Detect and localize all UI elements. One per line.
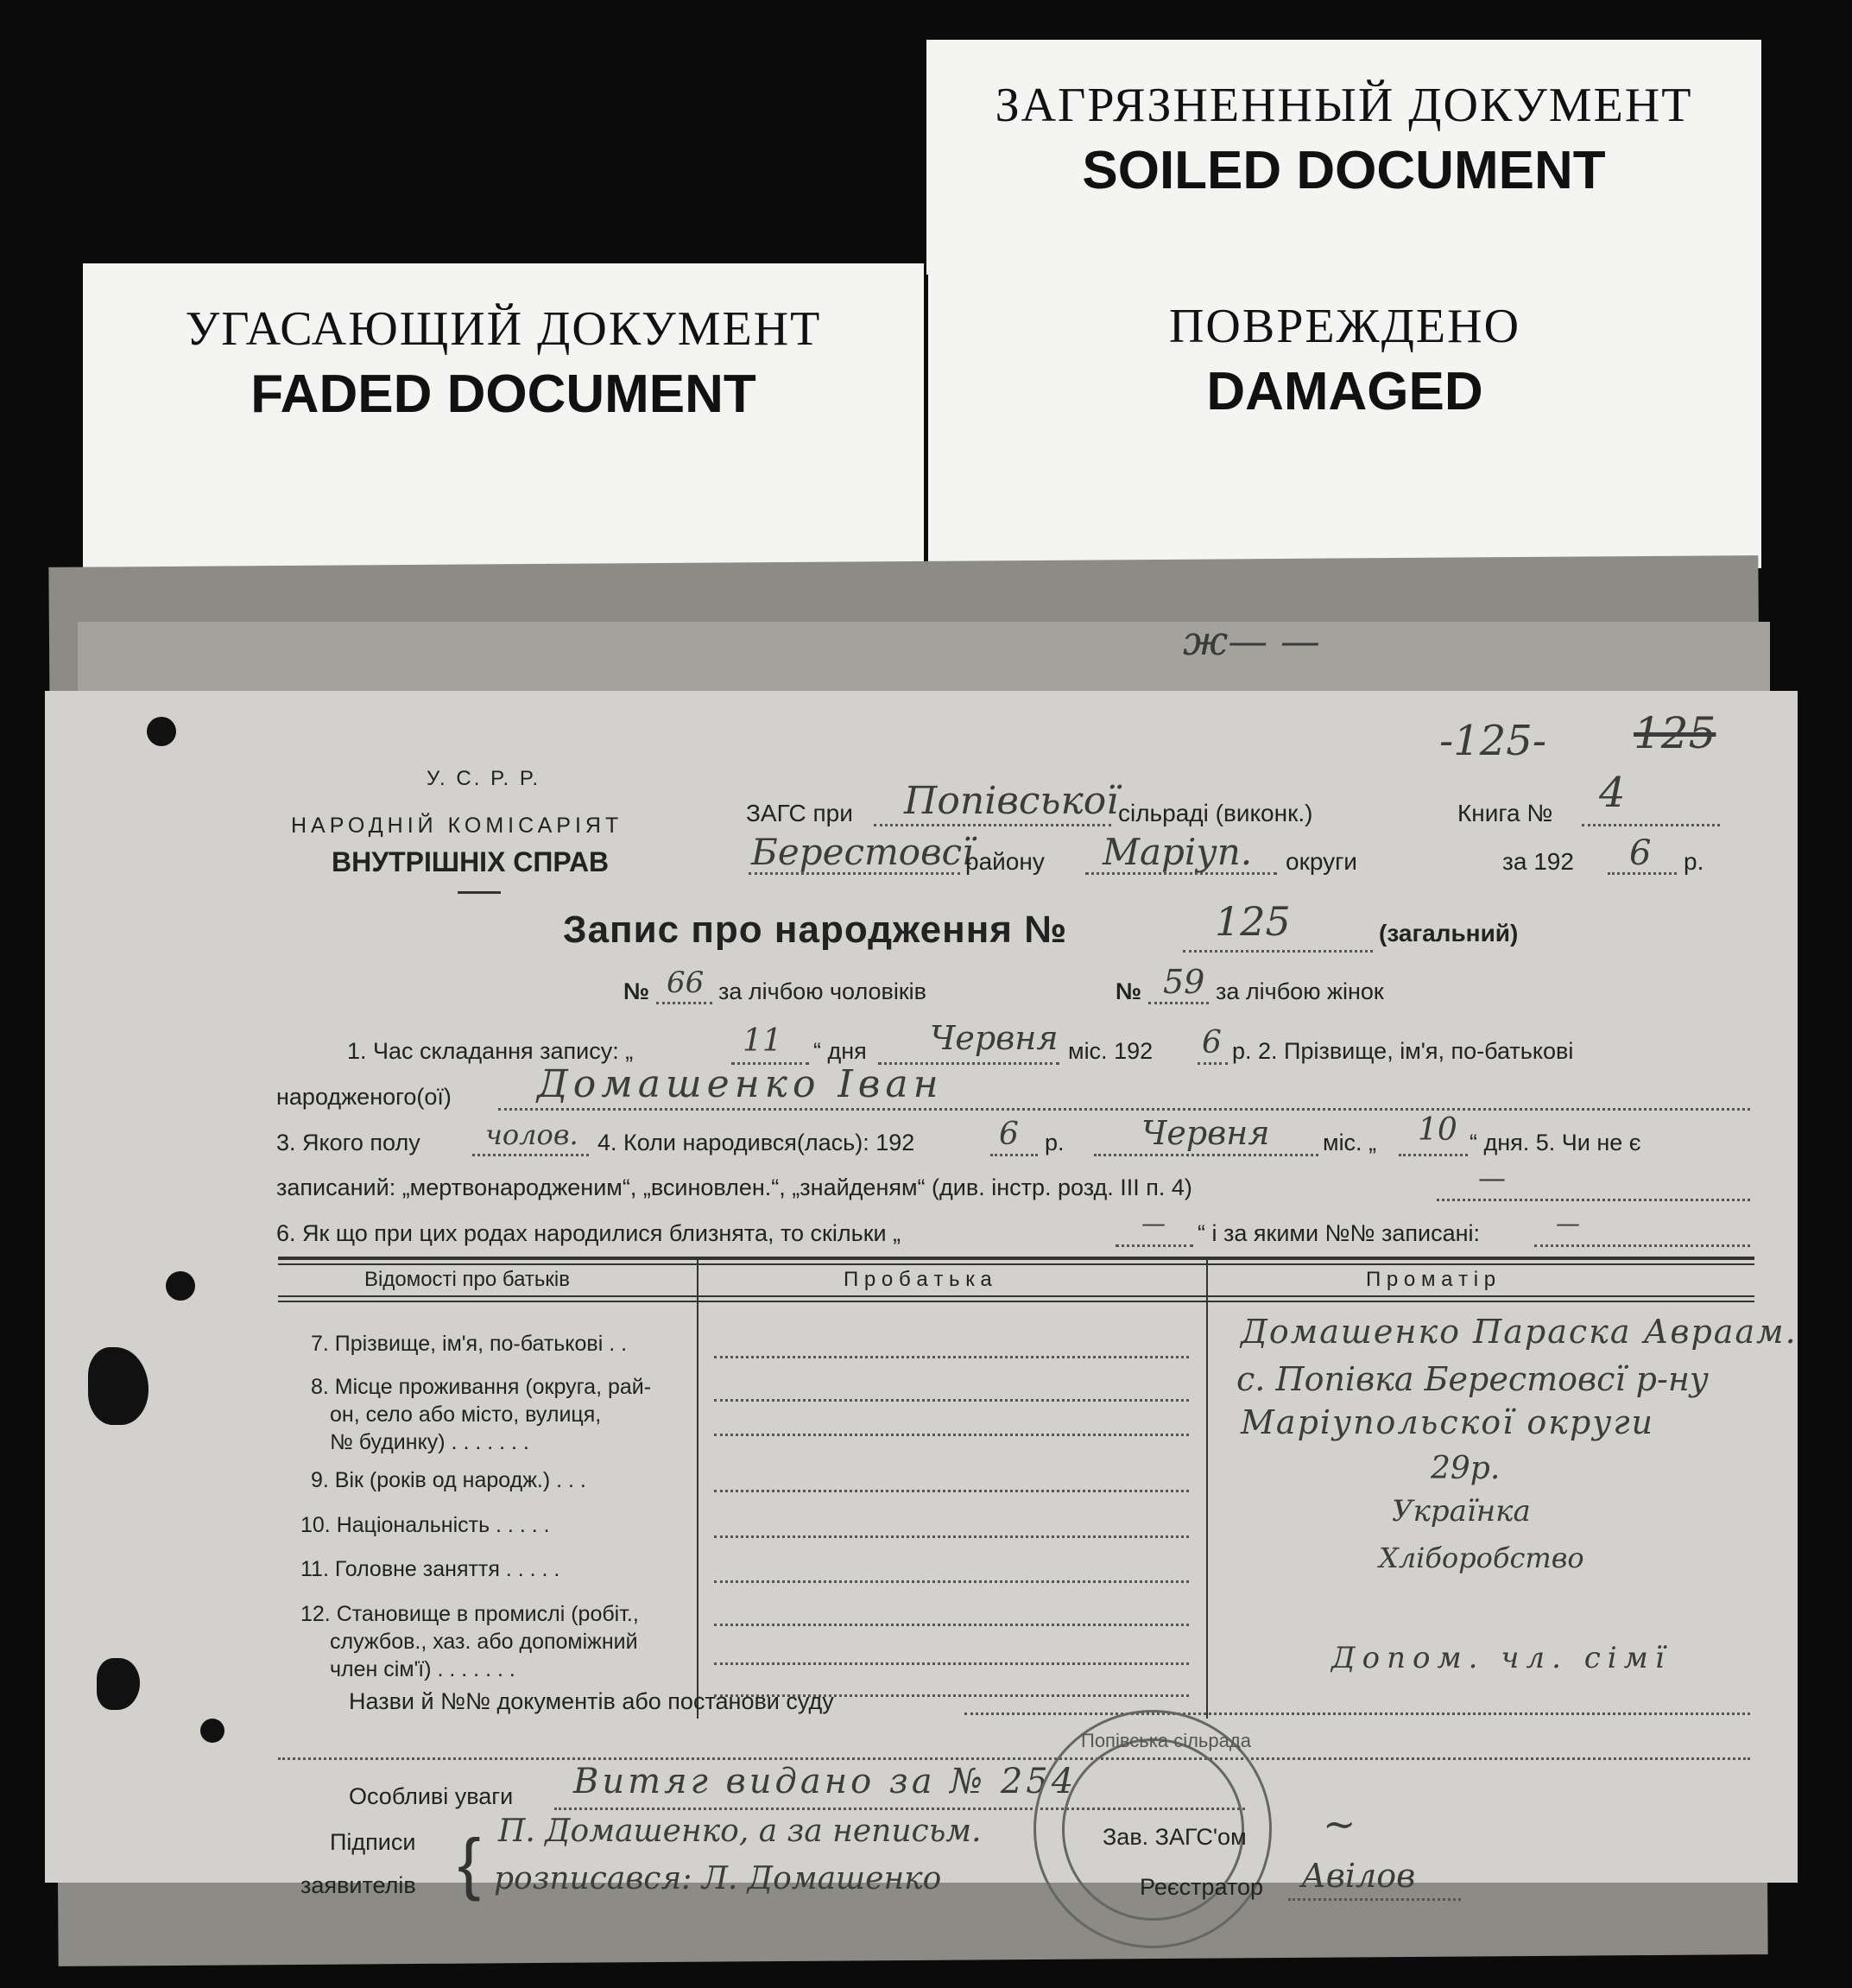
table-row-label: 11. Головне заняття . . . . . <box>300 1557 560 1581</box>
father-line <box>714 1624 1189 1626</box>
docs-line-2 <box>278 1757 1750 1760</box>
punch-hole <box>166 1271 195 1301</box>
special-value: Витяг видано за № 254 <box>573 1762 1078 1801</box>
registrar-label: Реєстратор <box>1140 1874 1264 1900</box>
f4-year-line <box>990 1154 1038 1156</box>
record-number: 125 <box>1215 898 1291 945</box>
table-top-rule <box>278 1257 1754 1260</box>
signatures-brace: { <box>458 1825 481 1902</box>
faded-label-ru: УГАСАЮЩИЙ ДОКУМЕНТ <box>185 302 822 356</box>
father-line <box>714 1356 1189 1358</box>
f2-label: р. 2. Прізвище, ім'я, по-батькові <box>1232 1038 1574 1064</box>
f3-sex: чолов. <box>485 1118 578 1151</box>
table-row-label: службов., хаз. або допоміжний <box>330 1630 638 1654</box>
soiled-label-card <box>926 40 1761 275</box>
f3-label: 3. Якого полу <box>276 1130 420 1155</box>
mother-residence-2: Маріупольскої округи <box>1241 1403 1655 1441</box>
f1-month-label: міс. 192 <box>1068 1038 1154 1064</box>
book-label: Книга № <box>1457 800 1553 826</box>
damaged-label-en: DAMAGED <box>1206 362 1483 421</box>
soiled-label-en: SOILED DOCUMENT <box>1082 141 1606 200</box>
silradi-label: сільраді (виконк.) <box>1118 800 1313 826</box>
table-header-mother: П р о м а т і р <box>1366 1268 1496 1291</box>
damage-spot <box>97 1658 140 1710</box>
f1-day: 11 <box>743 1023 782 1059</box>
f5-line <box>1437 1199 1750 1201</box>
f1-label: 1. Час складання запису: „ <box>347 1038 634 1064</box>
f4-label: 4. Коли народився(лась): 192 <box>597 1130 915 1155</box>
book-line <box>1582 824 1720 826</box>
table-row-label: № будинку) . . . . . . . <box>330 1430 529 1454</box>
f5-value: — <box>1478 1162 1506 1194</box>
f4-year: 6 <box>999 1117 1019 1152</box>
raion-value: Берестовсї <box>751 831 974 873</box>
book-number: 4 <box>1599 769 1626 817</box>
f1-year: 6 <box>1202 1025 1222 1060</box>
special-label: Особливі уваги <box>349 1783 514 1809</box>
okrug-value: Маріуп. <box>1103 831 1253 873</box>
table-divider-1 <box>697 1257 698 1719</box>
table-row-label: 9. Вік (років од народж.) . . . <box>311 1468 586 1492</box>
zags-head-label: Зав. ЗАГС'ом <box>1103 1824 1247 1850</box>
damaged-label-ru: ПОВРЕЖДЕНО <box>1168 300 1521 353</box>
mother-residence: с. Попівка Берестовсї р-ну <box>1236 1360 1709 1398</box>
father-line <box>714 1490 1189 1492</box>
commissariat-heading: НАРОДНІЙ КОМІСАРІЯТ <box>291 814 623 838</box>
signatures-label: Підписи <box>330 1829 416 1855</box>
okrug-label: округи <box>1286 848 1357 875</box>
zags-head-signature: ~ <box>1323 1801 1356 1847</box>
f4-mis: міс. „ <box>1323 1130 1377 1155</box>
applicants-label: заявителів <box>300 1872 416 1898</box>
mother-status: Допом. чл. сімї <box>1331 1641 1672 1675</box>
f6-count: — <box>1141 1209 1166 1238</box>
table-header-info: Відомості про батьків <box>364 1268 570 1291</box>
father-line <box>714 1580 1189 1583</box>
damaged-label-card <box>928 275 1761 568</box>
docs-line <box>964 1713 1750 1715</box>
women-no-label: № <box>1116 978 1142 1004</box>
table-row-label: 7. Прізвище, ім'я, по-батькові . . <box>311 1332 628 1356</box>
folder-scribble: ж— — <box>1183 617 1320 664</box>
year-suffix: р. <box>1684 848 1704 875</box>
f2-child-name: Домашенко Іван <box>537 1062 944 1106</box>
zags-village-value: Попівської <box>904 779 1119 823</box>
registrar-line <box>1288 1898 1461 1901</box>
f6-line <box>1534 1244 1750 1247</box>
record-number-line <box>1183 950 1373 953</box>
f4-month-line <box>1094 1154 1318 1156</box>
record-mark: -125- <box>1439 717 1547 765</box>
men-number: 66 <box>667 966 705 1000</box>
table-divider-2 <box>1206 1257 1208 1719</box>
f6-label-2: “ і за якими №№ записані: <box>1198 1220 1481 1246</box>
header-rule <box>458 891 501 894</box>
faded-label-card <box>83 263 924 600</box>
zags-village-line <box>874 824 1111 826</box>
mother-occupation: Хліборобство <box>1379 1542 1584 1574</box>
raion-label: району <box>965 848 1045 875</box>
table-row-label: 12. Становище в промислі (робіт., <box>300 1602 639 1626</box>
table-header-rule <box>278 1295 1754 1297</box>
general-label: (загальний) <box>1379 920 1519 947</box>
stamp-text: Попівська сільрада <box>1081 1730 1251 1751</box>
f6-value: — <box>1556 1209 1580 1238</box>
father-line <box>714 1535 1189 1538</box>
mother-name: Домашенко Параска Авраам. <box>1241 1313 1798 1351</box>
record-title: Запис про народження № <box>563 909 1068 951</box>
table-row-label: 8. Місце проживання (округа, рай- <box>311 1375 652 1399</box>
table-row-label: 10. Національність . . . . . <box>300 1513 550 1537</box>
punch-hole <box>200 1719 224 1743</box>
docs-label: Назви й №№ документів або постанови суду <box>349 1688 834 1714</box>
men-no-line <box>656 1002 712 1004</box>
f2-name-line <box>498 1108 1750 1111</box>
f5-label: “ дня. 5. Чи не є <box>1470 1130 1641 1155</box>
f1-month: Червня <box>930 1019 1059 1057</box>
f4-day-line <box>1399 1154 1468 1156</box>
f5-label-2: записаний: „мертвонародженим“, „всиновлен.“, „знайденям“ (див. інстр. розд. III п. 4) <box>276 1174 1192 1200</box>
women-number: 59 <box>1163 963 1205 1001</box>
punch-hole <box>147 717 176 746</box>
registrar-signature: Авілов <box>1301 1857 1416 1895</box>
women-no-line <box>1148 1002 1209 1004</box>
f1-year-line <box>1198 1062 1228 1065</box>
f4-r: р. <box>1045 1130 1065 1155</box>
year-label: за 192 <box>1502 848 1574 875</box>
f1-day-label: “ дня <box>813 1038 867 1064</box>
damage-spot <box>88 1347 149 1425</box>
f2-label-2: народженого(ої) <box>276 1084 452 1110</box>
f6-count-line <box>1116 1244 1193 1247</box>
signature-1: П. Домашенко, а за неписьм. <box>498 1814 982 1849</box>
f4-day: 10 <box>1418 1112 1457 1148</box>
men-no-label: № <box>623 978 650 1004</box>
f6-label: 6. Як що при цих родах народилися близнята, то скільки „ <box>276 1220 901 1246</box>
record-mark-crossed: 125 <box>1634 708 1716 758</box>
f3-sex-line <box>472 1154 589 1156</box>
birth-record-form <box>45 691 1798 1902</box>
father-line <box>714 1434 1189 1436</box>
mother-nationality: Українка <box>1392 1494 1531 1529</box>
table-top-rule-2 <box>278 1263 1754 1265</box>
zags-pri-label: ЗАГС при <box>746 800 853 826</box>
women-label: за лічбою жінок <box>1216 978 1384 1004</box>
table-row-label: он, село або місто, вулиця, <box>330 1402 602 1427</box>
internal-affairs-heading: ВНУТРІШНІХ СПРАВ <box>332 846 610 877</box>
table-row-label: член сім'ї) . . . . . . . <box>330 1657 515 1681</box>
ussr-heading: У. С. Р. Р. <box>427 767 541 790</box>
signature-2: розписався: Л. Домашенко <box>494 1861 942 1896</box>
table-header-rule-2 <box>278 1301 1754 1302</box>
mother-age: 29р. <box>1431 1451 1501 1486</box>
father-line <box>714 1662 1189 1665</box>
faded-label-en: FADED DOCUMENT <box>250 364 756 424</box>
table-header-father: П р о б а т ь к а <box>844 1268 992 1291</box>
year-value: 6 <box>1629 833 1652 873</box>
men-label: за лічбою чоловіків <box>718 978 927 1004</box>
soiled-label-ru: ЗАГРЯЗНЕННЫЙ ДОКУМЕНТ <box>995 79 1693 132</box>
father-line <box>714 1399 1189 1402</box>
f4-month: Червня <box>1141 1114 1270 1152</box>
